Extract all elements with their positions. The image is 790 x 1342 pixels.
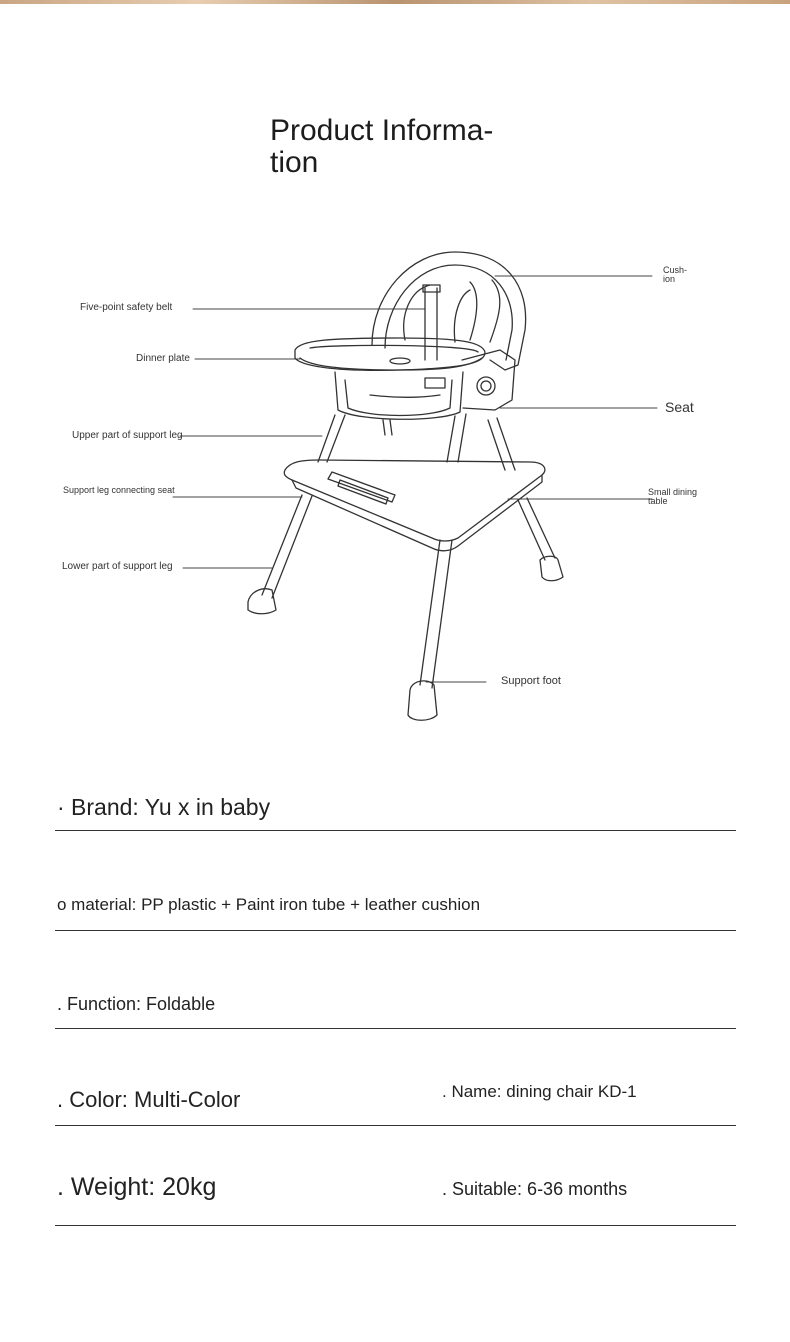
label-cushion: Cush-ion <box>663 265 688 284</box>
label-upper-support-leg: Upper part of support leg <box>72 430 183 441</box>
spec-name: . Name: dining chair KD-1 <box>442 1082 637 1101</box>
top-banner-strip <box>0 0 790 4</box>
page-title <box>270 115 530 179</box>
spec-material: o material: PP plastic + Paint iron tube + leather cushion <box>57 895 481 914</box>
label-support-leg-connecting-seat: Support leg connecting seat <box>63 485 175 495</box>
label-dinner-plate: Dinner plate <box>136 353 190 364</box>
title-line-1: Product Informa- <box>270 114 494 147</box>
spec-function: . Function: Foldable <box>57 994 216 1014</box>
title-line-2: tion <box>270 146 319 179</box>
spec-brand: · Brand: Yu x in baby <box>57 794 271 820</box>
high-chair-diagram <box>0 230 790 730</box>
label-lower-support-leg: Lower part of support leg <box>62 561 173 572</box>
spec-color: . Color: Multi-Color <box>57 1087 241 1112</box>
leader-lines <box>173 276 657 682</box>
label-five-point-safety-belt: Five-point safety belt <box>80 302 173 313</box>
label-seat: Seat <box>665 399 694 415</box>
spec-weight: . Weight: 20kg <box>57 1173 217 1201</box>
spec-suitable: . Suitable: 6-36 months <box>442 1179 628 1199</box>
label-support-foot: Support foot <box>501 675 561 687</box>
label-small-dining-table: Small dining table <box>648 487 698 506</box>
